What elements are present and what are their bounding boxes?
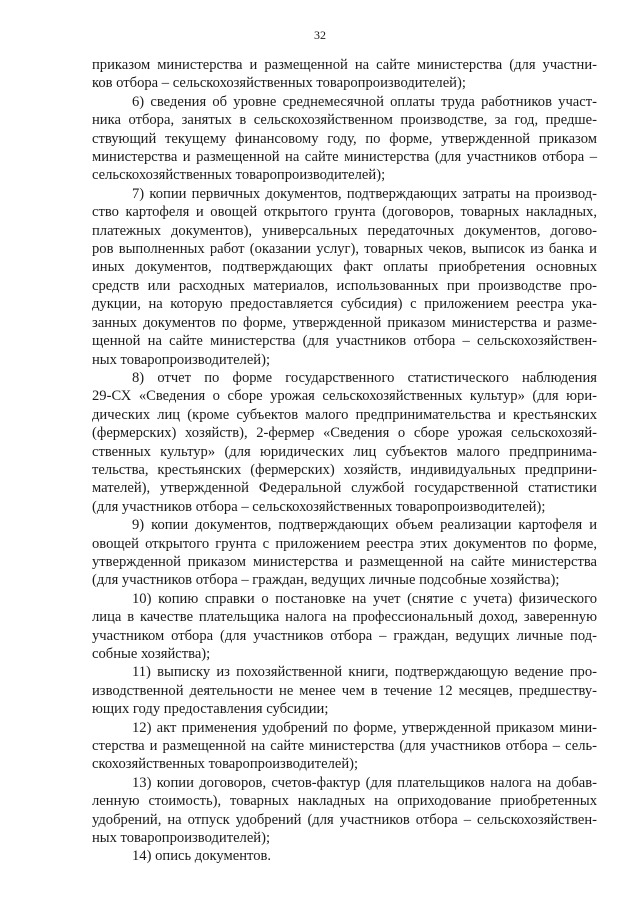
text-line: средств или расходных материалов, использованных при производстве про- [92, 277, 597, 294]
text-line: ков отбора – сельскохозяйственных товаропроизводителей); [92, 75, 466, 92]
text-line: приказом министерства и размещенной на сайте министерства (для участни- [92, 57, 597, 73]
text-line: ных товаропроизводителей); [92, 351, 271, 368]
page-number: 32 [314, 28, 326, 42]
text-line: 11) выписку из похозяйственной книги, подтверждающую ведение про- [132, 664, 597, 681]
text-line: 12) акт применения удобрений по форме, утвержденной приказом мини- [132, 719, 597, 736]
text-line: овощей открытого грунта с приложением реестра этих документов по форме, [92, 535, 597, 552]
text-line: ров выполненных работ (оказании услуг), товарных чеков, выписок из банка и [92, 241, 597, 258]
text-line: участником отбора (для участников отбора – граждан, ведущих личные под- [92, 627, 597, 644]
text-line: министерства и размещенной на сайте министерства (для участников отбора – [92, 149, 597, 166]
text-line: ствующий текущему финансовому году, по форме, утвержденной приказом [92, 130, 597, 147]
text-line: занных документов по форме, утвержденной приказом министерства и разме- [92, 314, 597, 331]
text-line: скохозяйственных товаропроизводителей); [92, 756, 359, 773]
text-line: лица в качестве плательщика налога на профессиональный доход, заверенную [92, 609, 597, 626]
text-line: ющих году предоставления субсидии; [92, 701, 329, 718]
paragraph-p14 [92, 847, 597, 865]
text-line: собные хозяйства); [92, 646, 211, 662]
text-line: ственных культур» (для юридических лиц субъектов малого предпринима- [92, 443, 597, 460]
paragraph-p9 [92, 516, 597, 590]
text-line: стерства и размещенной на сайте министерства (для участников отбора – сель- [92, 738, 597, 755]
text-line: 10) копию справки о постановке на учет (снятие с учета) физического [132, 590, 597, 607]
text-line: (для участников отбора – сельскохозяйственных товаропроизводителей); [92, 498, 546, 515]
text-line: утвержденной приказом министерства и размещенной на сайте министерства [92, 553, 597, 570]
text-line: ство картофеля и овощей открытого грунта (договоров, товарных накладных, [92, 204, 597, 221]
paragraph-p8 [92, 369, 597, 516]
text-line: удобрений, на отпуск удобрений (для участников отбора – сельскохозяйствен- [92, 811, 597, 828]
text-line: платежных документов), универсальных передаточных документов, догово- [92, 222, 597, 239]
text-line: 6) сведения об уровне среднемесячной оплаты труда работников участ- [132, 93, 597, 110]
text-line: (для участников отбора – граждан, ведущих личные подсобные хозяйства); [92, 572, 560, 589]
text-line: ленную стоимость), товарных накладных на оприходование приобретенных [92, 793, 597, 810]
text-line: 29-СХ «Сведения о сборе урожая сельскохозяйственных культур» (для юри- [92, 388, 597, 405]
text-line: 7) копии первичных документов, подтверждающих затраты на производ- [132, 185, 597, 202]
paragraph-p6 [92, 93, 597, 185]
text-line: 8) отчет по форме государственного статистического наблюдения [132, 369, 597, 386]
text-line: 14) опись документов. [132, 848, 272, 865]
text-line: изводственной деятельности не менее чем в течение 12 месяцев, предшеству- [92, 682, 597, 699]
text-line: тельства, крестьянских (фермерских) хозяйств, индивидуальных предприни- [92, 461, 597, 478]
text-line: щенной на сайте министерства (для участников отбора – сельскохозяйствен- [92, 333, 597, 350]
text-line: дических лиц (кроме субъектов малого предпринимательства и крестьянских [92, 406, 597, 423]
text-line: ника отбора, занятых в сельскохозяйственном производстве, за год, предше- [92, 112, 597, 129]
text-line: (фермерских) хозяйств), 2-фермер «Сведения о сборе урожая сельскохозяй- [92, 425, 597, 442]
paragraph-p10 [92, 590, 597, 664]
text-line: иных документов, подтверждающих факт оплаты приобретения основных [92, 259, 597, 276]
text-line: ных товаропроизводителей); [92, 830, 271, 847]
text-line: дукции, на которую предоставляется субсидия) с приложением реестра ука- [92, 296, 597, 313]
paragraph-p7 [92, 185, 597, 369]
text-line: мателей), утвержденной Федеральной службой государственной статистики [92, 480, 597, 497]
text-line: 9) копии документов, подтверждающих объем реализации картофеля и [132, 517, 597, 534]
text-line: 13) копии договоров, счетов-фактур (для плательщиков налога на добав- [132, 774, 597, 791]
document-body [92, 56, 597, 866]
paragraph-p12 [92, 719, 597, 774]
paragraph-p11 [92, 663, 597, 718]
text-line: сельскохозяйственных товаропроизводителей); [92, 167, 386, 184]
paragraph-p0 [92, 56, 597, 93]
paragraph-p13 [92, 774, 597, 848]
